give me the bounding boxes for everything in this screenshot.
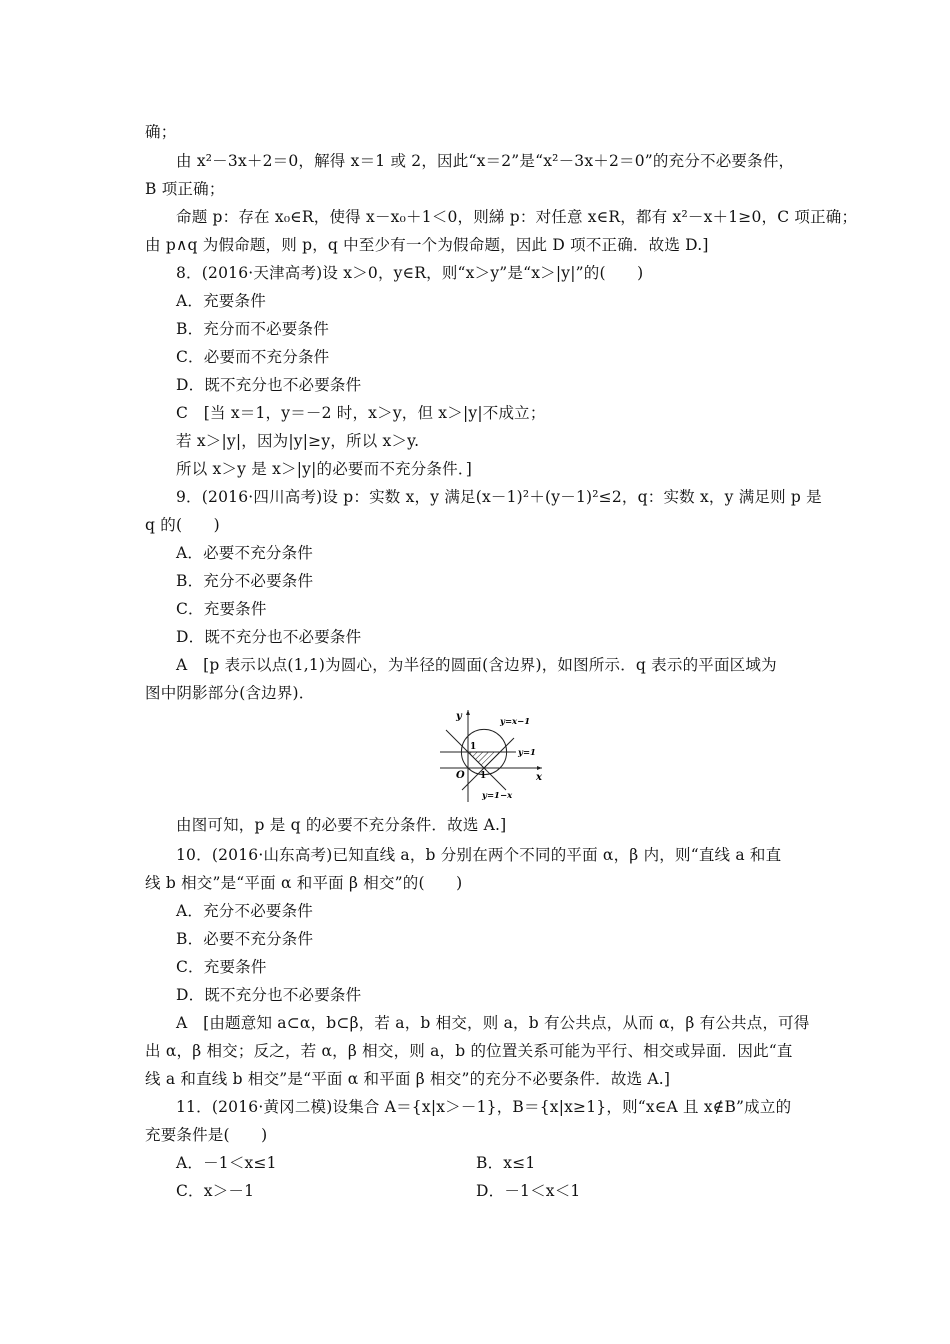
text-line: 由图可知，p 是 q 的必要不充分条件．故选 A.]	[176, 816, 507, 834]
text-line: 线 b 相交”是“平面 α 和平面 β 相交”的( )	[145, 874, 463, 892]
question-8: 8．(2016·天津高考)设 x＞0，y∈R，则“x＞y”是“x＞|y|”的( )	[176, 264, 644, 282]
option-c: C．x＞－1	[176, 1182, 255, 1200]
text-line: 由 p∧q 为假命题，则 p，q 中至少有一个为假命题，因此 D 项不正确．故选 D.]	[145, 236, 709, 254]
option-d: D．既不充分也不必要条件	[176, 628, 362, 646]
x-axis-label: x	[536, 772, 542, 783]
option-b: B．必要不充分条件	[176, 930, 314, 948]
question-9: 9．(2016·四川高考)设 p：实数 x，y 满足(x－1)²＋(y－1)²≤2，q：实数 x，y 满足则 p 是	[176, 488, 822, 506]
y-axis-label: y	[456, 711, 462, 722]
question-11: 11．(2016·黄冈二模)设集合 A＝{x|x＞－1}，B＝{x|x≥1}，则“x∈A 且 x∉B”成立的	[176, 1098, 792, 1116]
answer-10: A [由题意知 a⊂α，b⊂β，若 a，b 相交，则 a，b 有公共点，从而 α，β 有公共点，可得	[176, 1014, 810, 1032]
answer-8: C [当 x＝1，y＝－2 时，x＞y，但 x＞|y|不成立；	[176, 404, 546, 422]
option-d: D．－1＜x＜1	[476, 1182, 581, 1200]
text-line: 若 x＞|y|，因为|y|≥y，所以 x＞y.	[176, 432, 420, 450]
text-line: 命题 p：存在 x₀∈R，使得 x－x₀＋1＜0，则綈 p：对任意 x∈R，都有 x²－x＋1≥0，C 项正确；	[176, 208, 858, 226]
text-line: B 项正确；	[145, 180, 225, 198]
answer-9: A [p 表示以点(1,1)为圆心，为半径的圆面(含边界)，如图所示．q 表示的平面区域为	[176, 656, 777, 674]
label-y-1: y=1	[518, 748, 536, 758]
option-a: A．必要不充分条件	[176, 544, 313, 562]
option-c: C．充要条件	[176, 958, 267, 976]
text-line: 充要条件是( )	[145, 1126, 268, 1144]
line-y-1-minus-x	[446, 730, 506, 790]
text-line: 由 x²－3x＋2＝0，解得 x＝1 或 2，因此“x＝2”是“x²－3x＋2＝0”的充分不必要条件，	[176, 152, 795, 170]
text-line: 图中阴影部分(含边界)．	[145, 684, 315, 702]
y-tick-label: 1	[470, 742, 477, 752]
option-b: B．充分不必要条件	[176, 572, 314, 590]
question-10: 10．(2016·山东高考)已知直线 a，b 分别在两个不同的平面 α，β 内，则“直线 a 和直	[176, 846, 782, 864]
text-line: q 的( )	[145, 516, 220, 534]
option-a: A．充要条件	[176, 292, 266, 310]
label-y-x-minus-1: y=x−1	[500, 717, 531, 727]
option-d: D．既不充分也不必要条件	[176, 986, 362, 1004]
text-line: 出 α，β 相交；反之，若 α，β 相交，则 a，b 的位置关系可能为平行、相交或异面．因此“直	[145, 1042, 793, 1060]
option-b: B．充分而不必要条件	[176, 320, 329, 338]
x-tick-label: 1	[480, 771, 487, 781]
label-y-1-minus-x: y=1−x	[482, 791, 513, 801]
text-line: 所以 x＞y 是 x＞|y|的必要而不充分条件．]	[176, 460, 473, 478]
shaded-region	[468, 752, 500, 768]
text-line: 线 a 和直线 b 相交”是“平面 α 和平面 β 相交”的充分不必要条件．故选 A.]	[145, 1070, 671, 1088]
text-line: 确；	[145, 123, 177, 141]
option-b: B．x≤1	[476, 1154, 536, 1172]
region-figure	[438, 706, 548, 804]
option-a: A．充分不必要条件	[176, 902, 313, 920]
option-c: C．必要而不充分条件	[176, 348, 330, 366]
origin-label: O	[456, 770, 465, 781]
option-d: D．既不充分也不必要条件	[176, 376, 362, 394]
option-c: C．充要条件	[176, 600, 267, 618]
option-a: A．－1＜x≤1	[176, 1154, 277, 1172]
